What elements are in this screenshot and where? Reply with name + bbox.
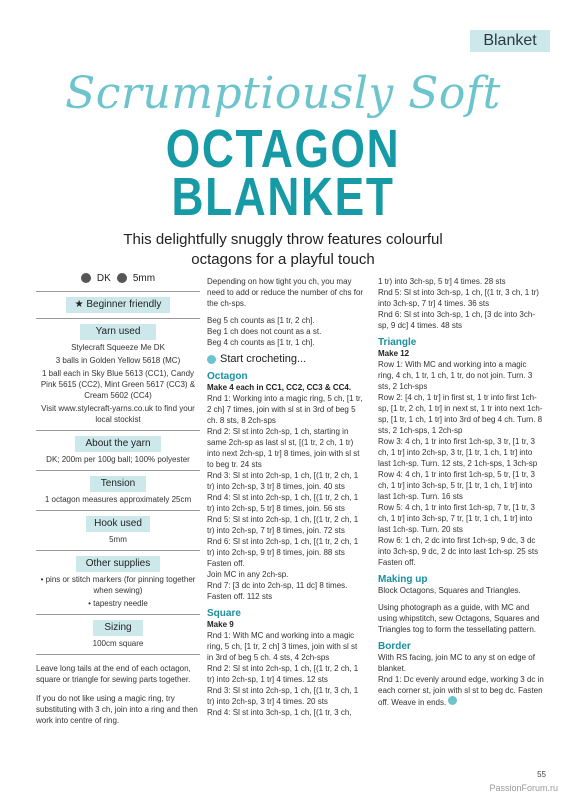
octagon-row: Rnd 7: [3 dc into 2ch-sp, 11 dc] 8 times. Fasten off. 112 sts: [207, 581, 348, 601]
divider: [36, 614, 200, 615]
yarn-used-heading: Yarn used: [80, 324, 156, 340]
triangle-row: Row 5: 4 ch, 1 tr into first 1ch-sp, 7 tr, [1 tr, 3 ch, 1 tr] into 3ch-sp, 7 tr, [1 tr, 1 ch, 1 tr] into last 1ch-sp. Turn. 20 sts: [378, 503, 535, 534]
square-make: Make 9: [207, 620, 234, 629]
title-line-3: BLANKET: [171, 167, 395, 227]
beg-note: Beg 4 ch counts as [1 tr, 1 ch].: [207, 338, 315, 347]
about-heading: About the yarn: [75, 436, 161, 452]
sizing-heading: Sizing: [93, 620, 143, 636]
sizing-text: 100cm square: [92, 639, 144, 648]
octagon-row: Rnd 4: Sl st into 2ch-sp, 1 ch, [(1 tr, 2 ch, 1 tr) into 2ch-sp, 5 tr] 8 times, join. 56 sts: [207, 493, 359, 513]
triangle-row: Row 6: 1 ch, 2 dc into first 1ch-sp, 9 dc, 3 dc into 3ch-sp, 9 dc, 2 dc into last 1ch-sp. 25 sts: [378, 536, 539, 556]
yarn-line: Visit www.stylecraft-yarns.co.uk to find your local stockist: [41, 404, 195, 424]
square-row: Rnd 5: Sl st into 3ch-sp, 1 ch, [(1 tr, 3 ch, 1 tr) into 3ch-sp, 7 tr] 4 times. 36 sts: [378, 288, 539, 308]
bullet-icon: [207, 355, 216, 364]
title-line-1: Scrumptiously Soft: [65, 68, 501, 119]
making-up-text: Block Octagons, Squares and Triangles.: [378, 586, 521, 595]
making-up-text: Using photograph as a guide, with MC and using whipstitch, sew Octagons, Squares and Triangles tog to form the tessellating pattern.: [378, 603, 540, 634]
triangle-row: Fasten off.: [378, 558, 416, 567]
square-row: Rnd 6: Sl st into 3ch-sp, 1 ch, [3 dc into 3ch-sp, 9 dc] 4 times. 48 sts: [378, 310, 535, 330]
yarn-line: 3 balls in Golden Yellow 5618 (MC): [55, 356, 181, 365]
triangle-row: Row 1: With MC and working into a magic ring, 4 ch, 1 tr, 1 ch, 1 tr, do not join. Turn. 3 sts, 2 1ch-sps: [378, 360, 533, 391]
beg-note: Beg 5 ch counts as [1 tr, 2 ch].: [207, 316, 315, 325]
square-row: Rnd 2: Sl st into 2ch-sp, 1 ch, [(1 tr, 2 ch, 1 tr) into 2ch-sp, 1 tr] 4 times. 12 sts: [207, 664, 359, 684]
octagon-row: Rnd 6: Sl st into 2ch-sp, 1 ch, [(1 tr, 2 ch, 1 tr) into 2ch-sp, 9 tr] 8 times, join. 88 sts: [207, 537, 359, 557]
start-label: Start crocheting...: [220, 353, 307, 365]
square-row: Rnd 1: With MC and working into a magic ring, 5 ch, [1 tr, 2 ch] 3 times, join with sl st in 3rd of beg 5 ch. 4 sts, 4 2ch-sps: [207, 631, 358, 662]
yarn-weight-icon: [81, 273, 91, 283]
square-row: Rnd 3: Sl st into 2ch-sp, 1 ch, [(1 tr, 3 ch, 1 tr) into 2ch-sp, 3 tr] 4 times. 20 sts: [207, 686, 359, 706]
triangle-heading: Triangle: [378, 337, 417, 348]
stats-row: [36, 270, 200, 286]
start-heading: [207, 354, 365, 365]
border-text: With RS facing, join MC to any st on edge of blanket.: [378, 653, 535, 673]
section-tag: Blanket: [470, 30, 550, 52]
watermark: PassionForum.ru: [489, 783, 558, 793]
right-column: [378, 276, 544, 708]
divider: [36, 318, 200, 319]
octagon-row: Join MC in any 2ch-sp.: [207, 570, 289, 579]
octagon-make: Make 4 each in CC1, CC2, CC3 & CC4.: [207, 383, 352, 392]
yarn-line: Stylecraft Squeeze Me DK: [71, 343, 165, 352]
divider: [36, 510, 200, 511]
triangle-row: Row 2: [4 ch, 1 tr] in first st, 1 tr into first 1ch-sp, [1 tr, 2 ch, 1 tr] in next st, 1 tr into next 1ch-sp, [1 tr, 1 ch, 1 tr] into 3rd of beg 4 ch. Turn. 8 sts, 2 1ch-sps, 1 2ch-sp: [378, 393, 543, 435]
note: If you do not like using a magic ring, try substituting with 3 ch, join into a ring and then work into centre of ring.: [36, 694, 198, 725]
divider: [36, 291, 200, 292]
square-row: Rnd 4: Sl st into 3ch-sp, 1 ch, [(1 tr, 3 ch,: [207, 708, 352, 717]
triangle-row: Row 4: 4 ch, 1 tr into first 1ch-sp, 5 tr, [1 tr, 3 ch, 1 tr] into 3ch-sp, 5 tr, [1 tr, 1 ch, 1 tr] into last 1ch-sp. Turn. 16 sts: [378, 470, 535, 501]
square-heading: Square: [207, 608, 241, 619]
hook-icon: [117, 273, 127, 283]
intro: Depending on how tight you ch, you may need to add or reduce the number of chs for the ch-sps.: [207, 277, 364, 308]
making-up-heading: Making up: [378, 574, 428, 585]
about-text: DK; 200m per 100g ball; 100% polyester: [46, 455, 190, 464]
hook-text: 5mm: [109, 535, 127, 544]
page-number: 55: [537, 770, 546, 779]
border-heading: Border: [378, 641, 411, 652]
divider: [36, 470, 200, 471]
octagon-row: Rnd 3: Sl st into 2ch-sp, 1 ch, [(1 tr, 2 ch, 1 tr) into 2ch-sp, 3 tr] 8 times, join. 40 sts: [207, 471, 359, 491]
end-icon: [448, 696, 457, 705]
tension-heading: Tension: [90, 476, 146, 492]
triangle-row: Row 3: 4 ch, 1 tr into first 1ch-sp, 3 tr, [1 tr, 3 ch, 1 tr] into 2ch-sp, 3 tr, [1 tr, 1 ch, 1 tr] into last 1ch-sp. Turn. 12 sts, 2 1ch-sps, 1 3ch-sp: [378, 437, 538, 468]
supply-item: • pins or stitch markers (for pinning together when sewing): [40, 575, 196, 595]
hook-size: 5mm: [132, 272, 156, 284]
supplies-heading: Other supplies: [76, 556, 160, 572]
note: Leave long tails at the end of each octagon, square or triangle for sewing parts together.: [36, 664, 191, 684]
octagon-row: Fasten off.: [207, 559, 245, 568]
middle-column: [207, 276, 365, 718]
octagon-row: Rnd 2: Sl st into 2ch-sp, 1 ch, starting in same 2ch-sp as last sl st, [(1 tr, 2 ch, 1 tr) into next 2ch-sp, 1 tr] 8 times, join with sl st to beg tr. 24 sts: [207, 427, 360, 469]
border-text: Rnd 1: Dc evenly around edge, working 3 dc in each corner st, join with sl st to beg dc. Fasten off. Weave in ends.: [378, 675, 544, 707]
tension-text: 1 octagon measures approximately 25cm: [44, 495, 192, 504]
divider: [36, 430, 200, 431]
supply-item: • tapestry needle: [88, 599, 148, 608]
difficulty-badge: ★ Beginner friendly: [66, 297, 170, 313]
octagon-row: Rnd 5: Sl st into 2ch-sp, 1 ch, [(1 tr, 2 ch, 1 tr) into 2ch-sp, 7 tr] 8 times, join. 72 sts: [207, 515, 359, 535]
standfirst: This delightfully snuggly throw features colourful octagons for a playful touch: [123, 231, 443, 268]
octagon-heading: Octagon: [207, 371, 248, 382]
square-row: 1 tr) into 3ch-sp, 5 tr] 4 times. 28 sts: [378, 277, 506, 286]
title-line-2: OCTAGON: [165, 119, 401, 179]
hook-heading: Hook used: [86, 516, 150, 532]
yarn-weight: DK: [96, 272, 111, 284]
octagon-row: Rnd 1: Working into a magic ring, 5 ch, [1 tr, 2 ch] 7 times, join with sl st in 3rd of beg 5 ch. 8 sts, 8 2ch-sps: [207, 394, 363, 425]
yarn-line: 1 ball each in Sky Blue 5613 (CC1), Candy Pink 5615 (CC2), Mint Green 5617 (CC3) & Cream 5602 (CC4): [40, 369, 196, 400]
triangle-make: Make 12: [378, 349, 410, 358]
divider: [36, 654, 200, 655]
divider: [36, 550, 200, 551]
left-column: [36, 270, 200, 728]
beg-note: Beg 1 ch does not count as a st.: [207, 327, 322, 336]
